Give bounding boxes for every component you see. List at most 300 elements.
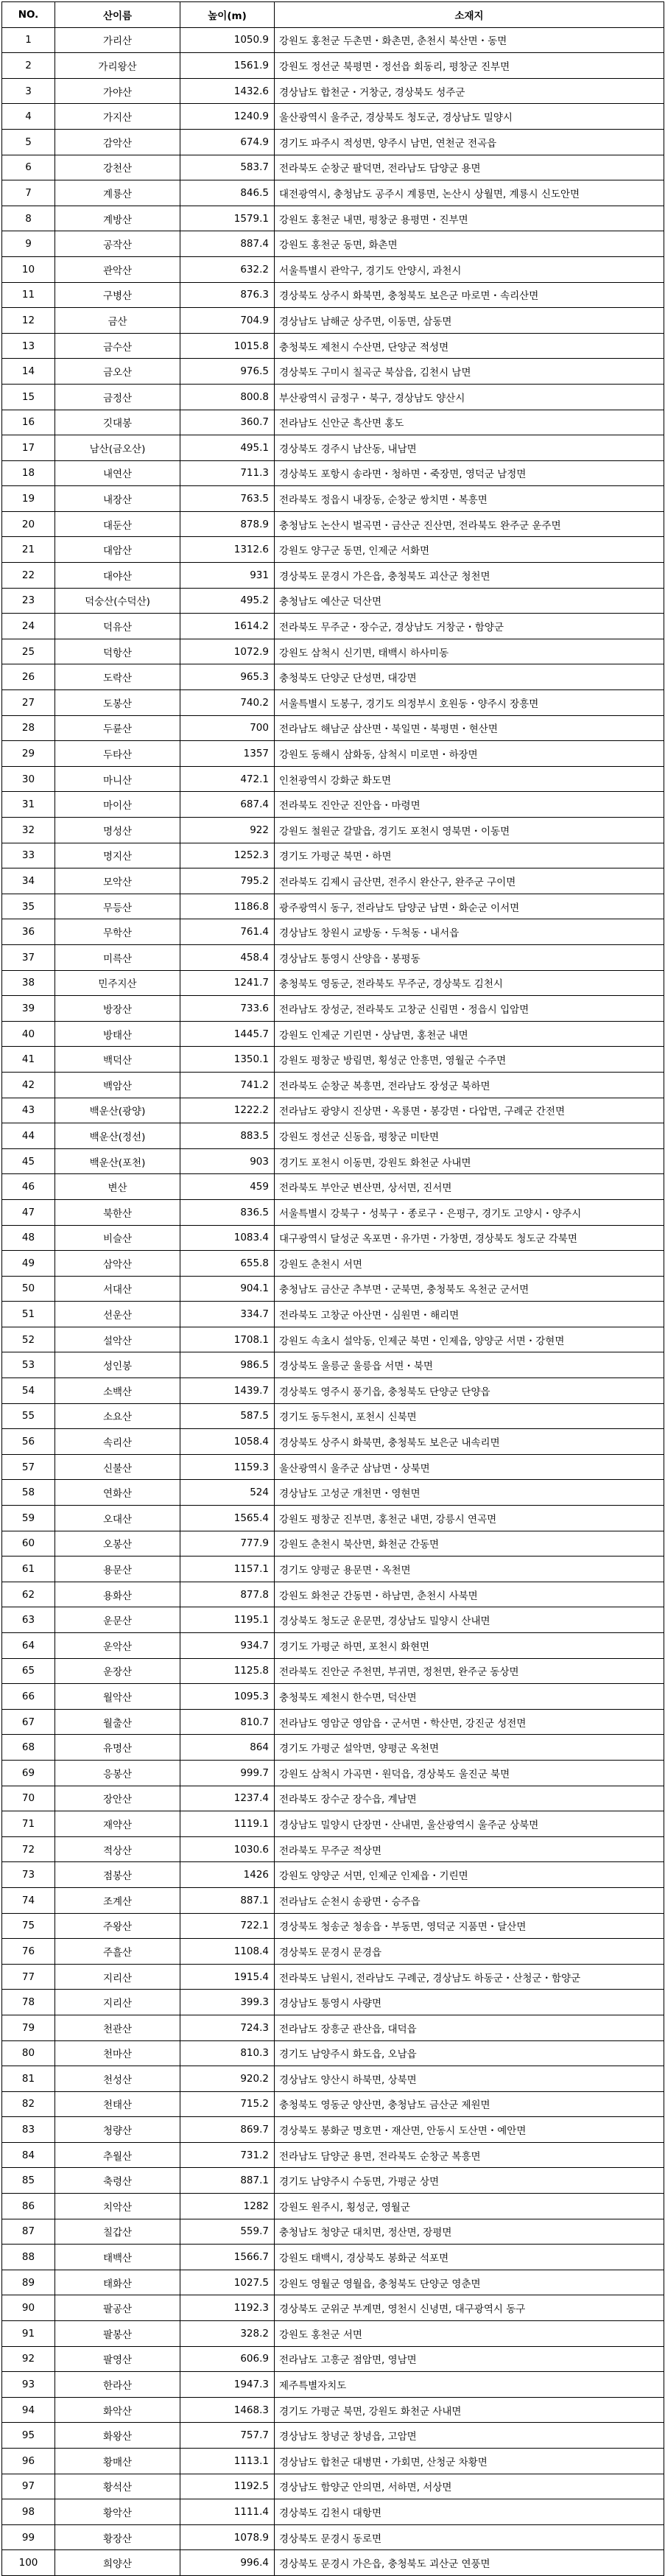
cell-mountain-name: 금오산: [55, 359, 180, 385]
table-row: [2, 2372, 664, 2398]
cell-mountain-name: 팔봉산: [55, 2321, 180, 2347]
table-row: [2, 1811, 664, 1837]
cell-location: 경상남도 합천군・거창군, 경상북도 성주군: [275, 78, 664, 104]
table-row: [2, 2499, 664, 2525]
cell-mountain-name: 방장산: [55, 996, 180, 1022]
cell-no: 1: [2, 27, 55, 53]
cell-mountain-name: 깃대봉: [55, 410, 180, 435]
cell-location: 경상남도 창원시 교방동・두척동・내서읍: [275, 919, 664, 945]
cell-mountain-name: 오봉산: [55, 1531, 180, 1557]
table-row: [2, 1047, 664, 1073]
table-row: [2, 435, 664, 461]
cell-height: 1050.9: [180, 27, 275, 53]
table-row: [2, 256, 664, 282]
cell-height: 757.7: [180, 2423, 275, 2449]
cell-height: 1159.3: [180, 1454, 275, 1480]
table-row: [2, 868, 664, 894]
table-row: [2, 843, 664, 868]
cell-no: 95: [2, 2423, 55, 2449]
cell-mountain-name: 오대산: [55, 1506, 180, 1531]
cell-mountain-name: 한라산: [55, 2372, 180, 2398]
cell-no: 81: [2, 2066, 55, 2092]
cell-mountain-name: 지리산: [55, 1990, 180, 2015]
cell-no: 15: [2, 384, 55, 410]
cell-mountain-name: 가야산: [55, 78, 180, 104]
cell-mountain-name: 화악산: [55, 2397, 180, 2423]
cell-height: 1027.5: [180, 2270, 275, 2295]
cell-location: 경기도 가평군 설악면, 양평군 옥천면: [275, 1735, 664, 1761]
cell-location: 울산광역시 울주군, 경상북도 청도군, 경상남도 밀양시: [275, 104, 664, 130]
table-row: [2, 384, 664, 410]
cell-height: 887.1: [180, 2168, 275, 2194]
cell-mountain-name: 대암산: [55, 537, 180, 563]
cell-location: 경상남도 통영시 사량면: [275, 1990, 664, 2015]
table-row: [2, 1836, 664, 1862]
cell-mountain-name: 천마산: [55, 2040, 180, 2066]
cell-location: 전라남도 광양시 진상면・옥룡면・봉강면・다압면, 구례군 간전면: [275, 1098, 664, 1123]
cell-location: 광주광역시 동구, 전라남도 담양군 남면・화순군 이서면: [275, 894, 664, 919]
cell-mountain-name: 덕유산: [55, 614, 180, 639]
cell-location: 강원도 춘천시 서면: [275, 1251, 664, 1277]
cell-location: 충청남도 논산시 벌곡면・금산군 진산면, 전라북도 완주군 운주면: [275, 511, 664, 537]
cell-mountain-name: 추월산: [55, 2142, 180, 2168]
cell-no: 68: [2, 1735, 55, 1761]
cell-mountain-name: 삼악산: [55, 1251, 180, 1277]
cell-height: 733.6: [180, 996, 275, 1022]
cell-location: 경상북도 문경시 동로면: [275, 2524, 664, 2550]
cell-no: 18: [2, 460, 55, 486]
cell-mountain-name: 명지산: [55, 843, 180, 868]
cell-height: 1192.3: [180, 2295, 275, 2321]
cell-height: 459: [180, 1174, 275, 1200]
cell-no: 43: [2, 1098, 55, 1123]
cell-no: 55: [2, 1403, 55, 1429]
cell-no: 97: [2, 2474, 55, 2499]
cell-no: 99: [2, 2524, 55, 2550]
cell-height: 655.8: [180, 1251, 275, 1277]
cell-location: 전라남도 해남군 삼산면・북일면・북평면・현산면: [275, 715, 664, 741]
cell-no: 100: [2, 2550, 55, 2576]
cell-height: 1237.4: [180, 1786, 275, 1811]
cell-location: 경기도 남양주시 화도읍, 오남읍: [275, 2040, 664, 2066]
cell-mountain-name: 황매산: [55, 2449, 180, 2474]
cell-location: 강원도 평창군 방림면, 횡성군 안흥면, 영월군 수주면: [275, 1047, 664, 1073]
cell-height: 587.5: [180, 1403, 275, 1429]
cell-no: 93: [2, 2372, 55, 2398]
cell-no: 33: [2, 843, 55, 868]
cell-location: 대전광역시, 충청남도 공주시 계룡면, 논산시 상월면, 계룡시 신도안면: [275, 180, 664, 206]
cell-no: 96: [2, 2449, 55, 2474]
cell-height: 1241.7: [180, 970, 275, 996]
cell-location: 충청북도 영동군, 전라북도 무주군, 경상북도 김천시: [275, 970, 664, 996]
cell-mountain-name: 백운산(광양): [55, 1098, 180, 1123]
cell-location: 전라남도 담양군 용면, 전라북도 순창군 복흥면: [275, 2142, 664, 2168]
cell-no: 60: [2, 1531, 55, 1557]
cell-mountain-name: 백암산: [55, 1072, 180, 1098]
cell-no: 12: [2, 308, 55, 334]
mountains-table: [1, 1, 664, 2576]
cell-mountain-name: 천태산: [55, 2091, 180, 2117]
cell-location: 울산광역시 울주군 삼남면・상북면: [275, 1454, 664, 1480]
cell-no: 46: [2, 1174, 55, 1200]
table-row: [2, 1429, 664, 1455]
cell-no: 78: [2, 1990, 55, 2015]
table-row: [2, 460, 664, 486]
table-row: [2, 563, 664, 589]
table-row: [2, 2142, 664, 2168]
cell-location: 전라북도 진안군 주천면, 부귀면, 정천면, 완주군 동상면: [275, 1658, 664, 1684]
table-row: [2, 1378, 664, 1404]
cell-mountain-name: 방태산: [55, 1021, 180, 1047]
cell-location: 경상북도 울릉군 울릉읍 서면・북면: [275, 1352, 664, 1378]
table-row: [2, 104, 664, 130]
table-row: [2, 588, 664, 614]
cell-height: 846.5: [180, 180, 275, 206]
cell-no: 50: [2, 1276, 55, 1302]
cell-height: 763.5: [180, 486, 275, 512]
cell-height: 1708.1: [180, 1327, 275, 1352]
cell-location: 제주특별자치도: [275, 2372, 664, 2398]
cell-height: 1432.6: [180, 78, 275, 104]
cell-location: 경상남도 함양군 안의면, 서하면, 서상면: [275, 2474, 664, 2499]
cell-height: 1947.3: [180, 2372, 275, 2398]
cell-no: 86: [2, 2194, 55, 2219]
table-row: [2, 2168, 664, 2194]
cell-mountain-name: 화왕산: [55, 2423, 180, 2449]
table-row: [2, 614, 664, 639]
cell-mountain-name: 조계산: [55, 1887, 180, 1913]
cell-no: 70: [2, 1786, 55, 1811]
cell-location: 전라북도 부안군 변산면, 상서면, 진서면: [275, 1174, 664, 1200]
cell-no: 7: [2, 180, 55, 206]
cell-location: 강원도 홍천군 서면: [275, 2321, 664, 2347]
cell-no: 19: [2, 486, 55, 512]
cell-location: 전라남도 고흥군 점암면, 영남면: [275, 2346, 664, 2372]
cell-location: 경상북도 경주시 남산동, 내남면: [275, 435, 664, 461]
table-row: [2, 2397, 664, 2423]
cell-no: 6: [2, 155, 55, 180]
cell-mountain-name: 점봉산: [55, 1862, 180, 1888]
cell-height: 999.7: [180, 1760, 275, 1786]
cell-mountain-name: 주흘산: [55, 1939, 180, 1965]
cell-no: 67: [2, 1709, 55, 1735]
cell-height: 1445.7: [180, 1021, 275, 1047]
table-row: [2, 1658, 664, 1684]
table-row: [2, 2423, 664, 2449]
cell-location: 전라북도 김제시 금산면, 전주시 완산구, 완주군 구이면: [275, 868, 664, 894]
table-row: [2, 2295, 664, 2321]
cell-height: 887.4: [180, 231, 275, 257]
cell-location: 충청북도 영동군 양산면, 충청남도 금산군 제원면: [275, 2091, 664, 2117]
cell-mountain-name: 공작산: [55, 231, 180, 257]
cell-mountain-name: 속리산: [55, 1429, 180, 1455]
cell-no: 54: [2, 1378, 55, 1404]
cell-height: 360.7: [180, 410, 275, 435]
cell-location: 강원도 인제군 기린면・상남면, 홍천군 내면: [275, 1021, 664, 1047]
cell-no: 62: [2, 1582, 55, 1607]
cell-no: 51: [2, 1302, 55, 1327]
table-row: [2, 2015, 664, 2040]
cell-no: 24: [2, 614, 55, 639]
cell-height: 761.4: [180, 919, 275, 945]
cell-location: 경상북도 문경시 가은읍, 충청북도 괴산군 연풍면: [275, 2550, 664, 2576]
cell-mountain-name: 치악산: [55, 2194, 180, 2219]
cell-mountain-name: 덕숭산(수덕산): [55, 588, 180, 614]
table-row: [2, 2245, 664, 2270]
cell-mountain-name: 재약산: [55, 1811, 180, 1837]
cell-location: 경기도 포천시 이동면, 강원도 화천군 사내면: [275, 1148, 664, 1174]
cell-no: 90: [2, 2295, 55, 2321]
cell-location: 충청북도 제천시 한수면, 덕산면: [275, 1684, 664, 1710]
cell-mountain-name: 북한산: [55, 1199, 180, 1225]
table-row: [2, 1862, 664, 1888]
cell-location: 강원도 평창군 진부면, 홍천군 내면, 강릉시 연곡면: [275, 1506, 664, 1531]
cell-height: 1915.4: [180, 1964, 275, 1990]
cell-height: 810.7: [180, 1709, 275, 1735]
table-row: [2, 1582, 664, 1607]
cell-mountain-name: 미륵산: [55, 944, 180, 970]
cell-no: 26: [2, 664, 55, 690]
cell-height: 920.2: [180, 2066, 275, 2092]
cell-no: 32: [2, 818, 55, 843]
cell-no: 77: [2, 1964, 55, 1990]
cell-mountain-name: 소백산: [55, 1378, 180, 1404]
cell-location: 경상북도 군위군 부계면, 영천시 신녕면, 대구광역시 동구: [275, 2295, 664, 2321]
cell-mountain-name: 장안산: [55, 1786, 180, 1811]
cell-location: 경상북도 청송군 청송읍・부동면, 영덕군 지품면・달산면: [275, 1913, 664, 1939]
table-row: [2, 2194, 664, 2219]
cell-height: 777.9: [180, 1531, 275, 1557]
table-row: [2, 1098, 664, 1123]
cell-mountain-name: 구병산: [55, 282, 180, 308]
cell-height: 810.3: [180, 2040, 275, 2066]
cell-location: 전라남도 영암군 영암읍・군서면・학산면, 강진군 성전면: [275, 1709, 664, 1735]
cell-no: 38: [2, 970, 55, 996]
cell-mountain-name: 금산: [55, 308, 180, 334]
cell-height: 606.9: [180, 2346, 275, 2372]
cell-height: 864: [180, 1735, 275, 1761]
cell-mountain-name: 대야산: [55, 563, 180, 589]
table-row: [2, 1174, 664, 1200]
cell-mountain-name: 강천산: [55, 155, 180, 180]
cell-height: 524: [180, 1480, 275, 1506]
cell-height: 472.1: [180, 766, 275, 792]
table-row: [2, 1735, 664, 1761]
table-row: [2, 1939, 664, 1965]
cell-no: 39: [2, 996, 55, 1022]
cell-mountain-name: 청량산: [55, 2117, 180, 2143]
cell-mountain-name: 무등산: [55, 894, 180, 919]
cell-mountain-name: 희양산: [55, 2550, 180, 2576]
cell-location: 충청북도 단양군 단성면, 대강면: [275, 664, 664, 690]
table-row: [2, 180, 664, 206]
cell-mountain-name: 마니산: [55, 766, 180, 792]
cell-mountain-name: 내연산: [55, 460, 180, 486]
cell-no: 42: [2, 1072, 55, 1098]
cell-height: 700: [180, 715, 275, 741]
cell-height: 1579.1: [180, 206, 275, 231]
cell-mountain-name: 무학산: [55, 919, 180, 945]
cell-location: 전라북도 무주군 적상면: [275, 1836, 664, 1862]
cell-height: 328.2: [180, 2321, 275, 2347]
cell-height: 1119.1: [180, 1811, 275, 1837]
cell-location: 인천광역시 강화군 화도면: [275, 766, 664, 792]
table-row: [2, 2091, 664, 2117]
cell-height: 583.7: [180, 155, 275, 180]
table-row: [2, 1887, 664, 1913]
cell-height: 1030.6: [180, 1836, 275, 1862]
cell-no: 75: [2, 1913, 55, 1939]
cell-no: 9: [2, 231, 55, 257]
cell-height: 1186.8: [180, 894, 275, 919]
table-row: [2, 1148, 664, 1174]
table-row: [2, 1403, 664, 1429]
cell-mountain-name: 신불산: [55, 1454, 180, 1480]
cell-height: 1192.5: [180, 2474, 275, 2499]
cell-location: 강원도 철원군 갈말읍, 경기도 포천시 영북면・이동면: [275, 818, 664, 843]
cell-location: 전라북도 장수군 장수읍, 계남면: [275, 1786, 664, 1811]
cell-no: 3: [2, 78, 55, 104]
cell-no: 5: [2, 129, 55, 155]
cell-mountain-name: 설악산: [55, 1327, 180, 1352]
cell-mountain-name: 소요산: [55, 1403, 180, 1429]
table-row: [2, 1072, 664, 1098]
cell-no: 23: [2, 588, 55, 614]
cell-no: 76: [2, 1939, 55, 1965]
cell-height: 904.1: [180, 1276, 275, 1302]
cell-location: 강원도 양양군 서면, 인제군 인제읍・기린면: [275, 1862, 664, 1888]
cell-mountain-name: 두타산: [55, 741, 180, 767]
cell-mountain-name: 황석산: [55, 2474, 180, 2499]
cell-no: 72: [2, 1836, 55, 1862]
cell-no: 73: [2, 1862, 55, 1888]
cell-no: 13: [2, 333, 55, 359]
cell-height: 1195.1: [180, 1607, 275, 1633]
table-row: [2, 206, 664, 231]
cell-no: 98: [2, 2499, 55, 2525]
cell-mountain-name: 감악산: [55, 129, 180, 155]
cell-height: 1439.7: [180, 1378, 275, 1404]
cell-mountain-name: 월출산: [55, 1709, 180, 1735]
table-row: [2, 1276, 664, 1302]
cell-no: 47: [2, 1199, 55, 1225]
cell-height: 869.7: [180, 2117, 275, 2143]
cell-location: 경상북도 김천시 대항면: [275, 2499, 664, 2525]
cell-location: 경상남도 밀양시 단장면・산내면, 울산광역시 울주군 상북면: [275, 1811, 664, 1837]
cell-height: 922: [180, 818, 275, 843]
cell-no: 34: [2, 868, 55, 894]
cell-mountain-name: 천관산: [55, 2015, 180, 2040]
cell-location: 강원도 정선군 신동읍, 평창군 미탄면: [275, 1123, 664, 1149]
cell-location: 경기도 가평군 하면, 포천시 화현면: [275, 1633, 664, 1659]
table-row: [2, 1557, 664, 1582]
cell-location: 전라북도 정읍시 내장동, 순창군 쌍치면・복흥면: [275, 486, 664, 512]
table-row: [2, 741, 664, 767]
cell-no: 30: [2, 766, 55, 792]
cell-mountain-name: 변산: [55, 1174, 180, 1200]
cell-location: 경상북도 상주시 화북면, 충청북도 보은군 내속리면: [275, 1429, 664, 1455]
cell-no: 31: [2, 792, 55, 818]
cell-location: 전라북도 순창군 팔덕면, 전라남도 담양군 용면: [275, 155, 664, 180]
cell-height: 741.2: [180, 1072, 275, 1098]
cell-location: 서울특별시 강북구・성북구・종로구・은평구, 경기도 고양시・양주시: [275, 1199, 664, 1225]
cell-location: 전라북도 남원시, 전라남도 구례군, 경상남도 하동군・산청군・함양군: [275, 1964, 664, 1990]
table-row: [2, 1302, 664, 1327]
cell-location: 경상남도 창녕군 창녕읍, 고암면: [275, 2423, 664, 2449]
cell-mountain-name: 응봉산: [55, 1760, 180, 1786]
cell-mountain-name: 금수산: [55, 333, 180, 359]
cell-no: 65: [2, 1658, 55, 1684]
cell-mountain-name: 모악산: [55, 868, 180, 894]
cell-height: 722.1: [180, 1913, 275, 1939]
cell-mountain-name: 황악산: [55, 2499, 180, 2525]
cell-location: 충청남도 금산군 추부면・군북면, 충청북도 옥천군 군서면: [275, 1276, 664, 1302]
table-row: [2, 996, 664, 1022]
table-row: [2, 944, 664, 970]
table-row: [2, 511, 664, 537]
cell-mountain-name: 마이산: [55, 792, 180, 818]
cell-location: 경상북도 영주시 풍기읍, 충청북도 단양군 단양읍: [275, 1378, 664, 1404]
table-row: [2, 129, 664, 155]
cell-no: 89: [2, 2270, 55, 2295]
cell-height: 334.7: [180, 1302, 275, 1327]
cell-no: 84: [2, 2142, 55, 2168]
cell-mountain-name: 내장산: [55, 486, 180, 512]
cell-location: 경상남도 합천군 대병면・가회면, 산청군 차황면: [275, 2449, 664, 2474]
header-height: 높이(m): [180, 2, 275, 28]
cell-no: 52: [2, 1327, 55, 1352]
header-no: NO.: [2, 2, 55, 28]
table-row: [2, 2449, 664, 2474]
cell-location: 강원도 동해시 삼화동, 삼척시 미로면・하장면: [275, 741, 664, 767]
cell-location: 전라남도 장성군, 전라북도 고창군 신림면・정읍시 입암면: [275, 996, 664, 1022]
table-row: [2, 1760, 664, 1786]
cell-mountain-name: 도봉산: [55, 690, 180, 716]
cell-no: 66: [2, 1684, 55, 1710]
cell-height: 458.4: [180, 944, 275, 970]
cell-location: 강원도 태백시, 경상북도 봉화군 석포면: [275, 2245, 664, 2270]
table-row: [2, 1454, 664, 1480]
cell-height: 976.5: [180, 359, 275, 385]
cell-no: 40: [2, 1021, 55, 1047]
cell-no: 45: [2, 1148, 55, 1174]
cell-location: 경상북도 청도군 운문면, 경상남도 밀양시 산내면: [275, 1607, 664, 1633]
cell-mountain-name: 관악산: [55, 256, 180, 282]
cell-no: 56: [2, 1429, 55, 1455]
cell-mountain-name: 덕항산: [55, 639, 180, 664]
cell-no: 28: [2, 715, 55, 741]
cell-no: 29: [2, 741, 55, 767]
table-row: [2, 1964, 664, 1990]
cell-location: 경상북도 문경시 문경읍: [275, 1939, 664, 1965]
cell-mountain-name: 성인봉: [55, 1352, 180, 1378]
cell-location: 경상북도 포항시 송라면・청하면・죽장면, 영덕군 남정면: [275, 460, 664, 486]
cell-height: 931: [180, 563, 275, 589]
cell-mountain-name: 축령산: [55, 2168, 180, 2194]
cell-location: 대구광역시 달성군 옥포면・유가면・가창면, 경상북도 청도군 각북면: [275, 1225, 664, 1251]
cell-height: 1426: [180, 1862, 275, 1888]
cell-location: 강원도 속초시 설악동, 인제군 북면・인제읍, 양양군 서면・강현면: [275, 1327, 664, 1352]
table-row: [2, 2474, 664, 2499]
cell-no: 79: [2, 2015, 55, 2040]
cell-location: 강원도 정선군 북평면・정선읍 회동리, 평창군 진부면: [275, 53, 664, 79]
cell-mountain-name: 백운산(정선): [55, 1123, 180, 1149]
cell-height: 632.2: [180, 256, 275, 282]
cell-no: 57: [2, 1454, 55, 1480]
cell-no: 61: [2, 1557, 55, 1582]
cell-height: 704.9: [180, 308, 275, 334]
cell-mountain-name: 운문산: [55, 1607, 180, 1633]
